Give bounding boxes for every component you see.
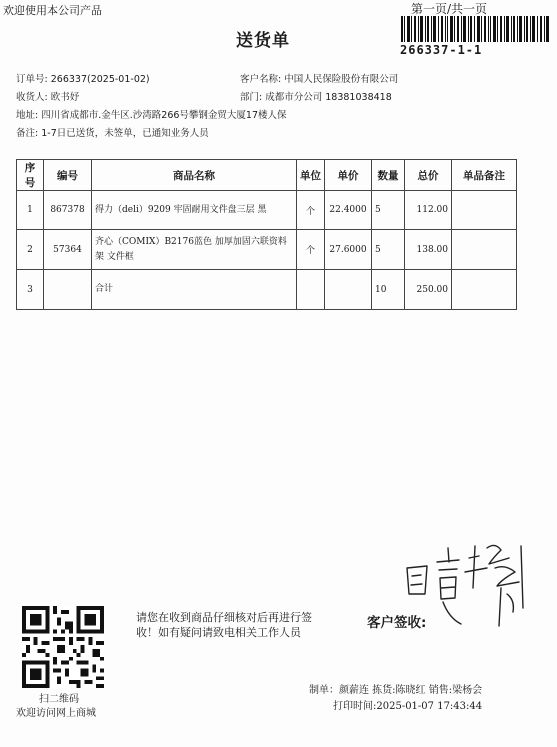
price-cell [325, 270, 372, 310]
page-indicator: 第一页/共一页 [411, 2, 488, 16]
qr-code-image [22, 606, 104, 688]
remark-label: 备注: [16, 128, 39, 139]
receiver-row [16, 89, 79, 103]
department-value: 成都市分公司 18381038418 [265, 92, 392, 103]
product-name-cell: 得力（deli）9209 牢固耐用文件盘三层 黑 [92, 191, 297, 230]
seq-cell: 2 [17, 230, 44, 270]
seq-cell: 1 [17, 191, 44, 230]
document-title: 送货单 [236, 31, 290, 51]
total-cell: 250.00 [405, 270, 452, 310]
table-row [17, 191, 517, 230]
column-header: 单位 [297, 160, 325, 191]
customer-row [240, 71, 398, 85]
unit-cell: 个 [297, 230, 325, 270]
notice-line: 请您在收到商品仔细核对后再进行签 [136, 611, 312, 624]
unit-cell [297, 270, 325, 310]
receiver-label: 收货人: [16, 92, 48, 103]
code-cell [44, 270, 92, 310]
qr-label: 扫二维码 [39, 694, 79, 705]
order-number-label: 订单号: [16, 74, 48, 85]
product-name-cell: 齐心（COMIX）B2176蓝色 加厚加固六联资料架 文件框 [92, 230, 297, 270]
customer-value: 中国人民保险股份有限公司 [284, 74, 399, 85]
note-cell [452, 191, 517, 230]
notice-text [136, 610, 312, 640]
staff-line: 制单：颜薪连 拣货:陈晓红 销售:梁杨会 [309, 685, 483, 696]
welcome-text: 欢迎使用本公司产品 [3, 4, 102, 17]
customer-label: 客户名称: [240, 74, 282, 85]
order-number-value: 266337(2025-01-02) [50, 74, 150, 85]
column-header: 单品备注 [452, 160, 517, 191]
total-cell: 112.00 [405, 191, 452, 230]
table-row-total [17, 270, 517, 310]
price-cell: 27.6000 [325, 230, 372, 270]
items-table [16, 159, 517, 310]
product-name-cell: 合计 [92, 270, 297, 310]
table-row [17, 230, 517, 270]
column-header: 数量 [372, 160, 405, 191]
address-row [16, 107, 287, 121]
total-cell: 138.00 [405, 230, 452, 270]
qty-cell: 5 [372, 191, 405, 230]
customer-sign-label: 客户签收: [367, 615, 427, 631]
code-cell: 867378 [44, 191, 92, 230]
unit-cell: 个 [297, 191, 325, 230]
qty-cell: 10 [372, 270, 405, 310]
column-header: 总价 [405, 160, 452, 191]
seq-cell: 3 [17, 270, 44, 310]
remark-row [16, 125, 209, 139]
column-header: 商品名称 [92, 160, 297, 191]
column-header: 序号 [17, 160, 44, 191]
barcode-image [401, 16, 549, 42]
code-cell: 57364 [44, 230, 92, 270]
order-number-row [16, 71, 150, 85]
qr-sub-label: 欢迎访问网上商城 [16, 708, 96, 719]
column-header: 编号 [44, 160, 92, 191]
barcode-number: 266337-1-1 [400, 43, 483, 57]
price-cell: 22.4000 [325, 191, 372, 230]
qty-cell: 5 [372, 230, 405, 270]
note-cell [452, 270, 517, 310]
table-header-row [17, 160, 517, 191]
notice-line: 收！如有疑问请致电相关工作人员 [136, 626, 301, 639]
note-cell [452, 230, 517, 270]
receiver-value: 欧书妤 [50, 92, 80, 103]
remark-value: 1-7日已送货，未签单，已通知业务人员 [41, 128, 209, 139]
department-label: 部门: [240, 92, 263, 103]
address-value: 四川省成都市.金牛区.沙湾路266号攀钢金贸大厦17楼人保 [41, 110, 287, 121]
column-header: 单价 [325, 160, 372, 191]
department-row [240, 89, 392, 103]
address-label: 地址: [16, 110, 39, 121]
print-time: 打印时间:2025-01-07 17:43:44 [333, 701, 483, 712]
